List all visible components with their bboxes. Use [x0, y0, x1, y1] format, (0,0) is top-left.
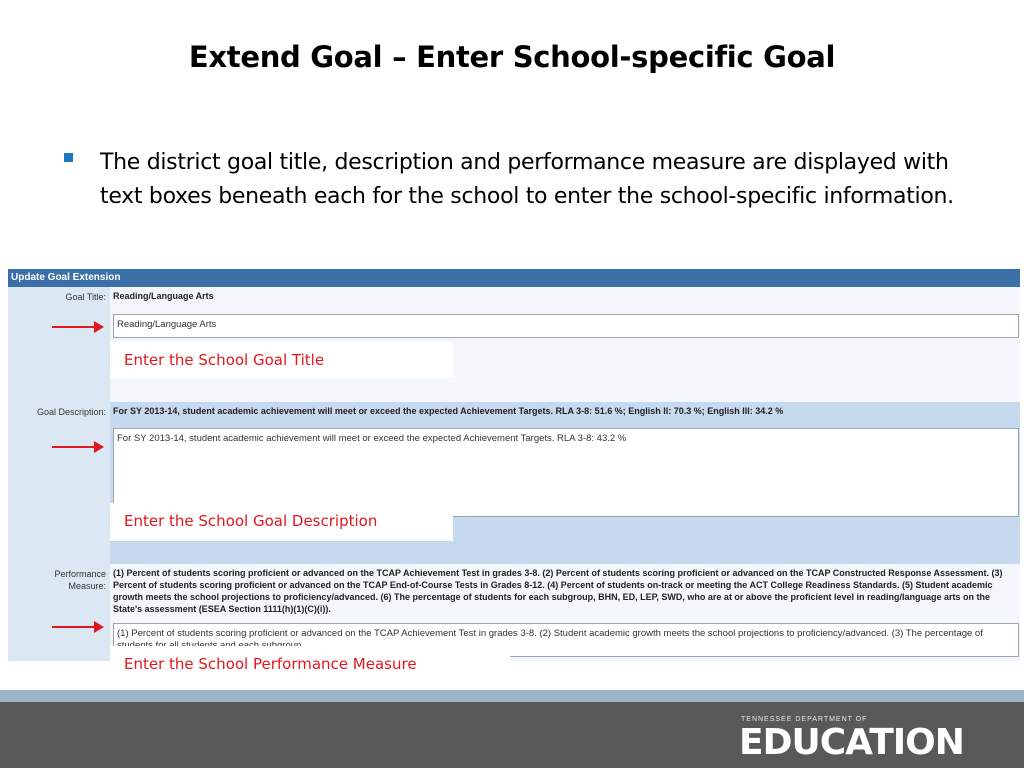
district-goal-description: For SY 2013-14, student academic achievement will meet or exceed the expected Achievement Targets. RLA 3-8: 51.6 %; English II: 70.3 %; English III: 34.2 %	[113, 406, 784, 416]
slide-title: Extend Goal – Enter School-specific Goal	[188, 40, 836, 74]
school-goal-description-row	[8, 420, 1020, 564]
district-performance-measure: (1) Percent of students scoring proficient or advanced on the TCAP Achievement Test in grades 3-8. (2) Percent of students scoring proficient or advanced on the TCAP Constructed Response Assessment. (3) Percent of students scoring proficient or advanced on the TCAP End-of-Course Tests in Grades 8-12. (4) Percent of students on-track or meeting the ACT College Readiness Standards. (5) Student academic growth meets the school projections to proficiency/advanced. (6) The percentage of students for each subgroup, BHN, ED, LEP, SWD, who are at or above the proficient level in reading/language arts on the State's assessment (ESEA Section 1111(h)(1)(C)(i)).	[113, 568, 1003, 614]
right-arrow-icon	[52, 440, 104, 454]
goal-title-label: Goal Title:	[8, 287, 110, 305]
bullet-square-icon	[64, 153, 73, 162]
performance-measure-row	[8, 564, 1020, 621]
district-goal-title: Reading/Language Arts	[113, 291, 214, 301]
callout-school-goal-title: Enter the School Goal Title	[110, 342, 453, 378]
goal-description-row	[8, 402, 1020, 420]
school-performance-measure-textarea[interactable]: (1) Percent of students scoring proficient or advanced on the TCAP Achievement Test in grades 3-8. (2) Student academic growth meets the school projections to proficiency/advanced. (3) The percentage of	[113, 623, 1019, 657]
goal-title-row	[8, 287, 1020, 305]
callout-school-performance-measure: Enter the School Performance Measure	[110, 646, 510, 682]
footer-strip	[0, 690, 1024, 702]
logo-department-text: TENNESSEE DEPARTMENT OF	[741, 716, 868, 723]
callout-school-goal-description: Enter the School Goal Description	[110, 503, 453, 541]
school-goal-description-textarea[interactable]: For SY 2013-14, student academic achievement will meet or exceed the expected Achievement Targets. RLA 3-8: 43.2 %	[113, 428, 1019, 517]
school-goal-title-input[interactable]: Reading/Language Arts	[113, 314, 1019, 338]
right-arrow-icon	[52, 620, 104, 634]
bullet-text: The district goal title, description and performance measure are displayed with text boxes beneath each for the school to enter the school-specific information.	[100, 150, 954, 209]
education-logo: EDUCATION	[739, 722, 964, 763]
update-goal-extension-panel	[8, 269, 1020, 638]
right-arrow-icon	[52, 320, 104, 334]
performance-measure-label: Performance Measure:	[8, 564, 110, 621]
goal-description-label: Goal Description:	[8, 402, 110, 420]
panel-header: Update Goal Extension	[8, 269, 1020, 287]
